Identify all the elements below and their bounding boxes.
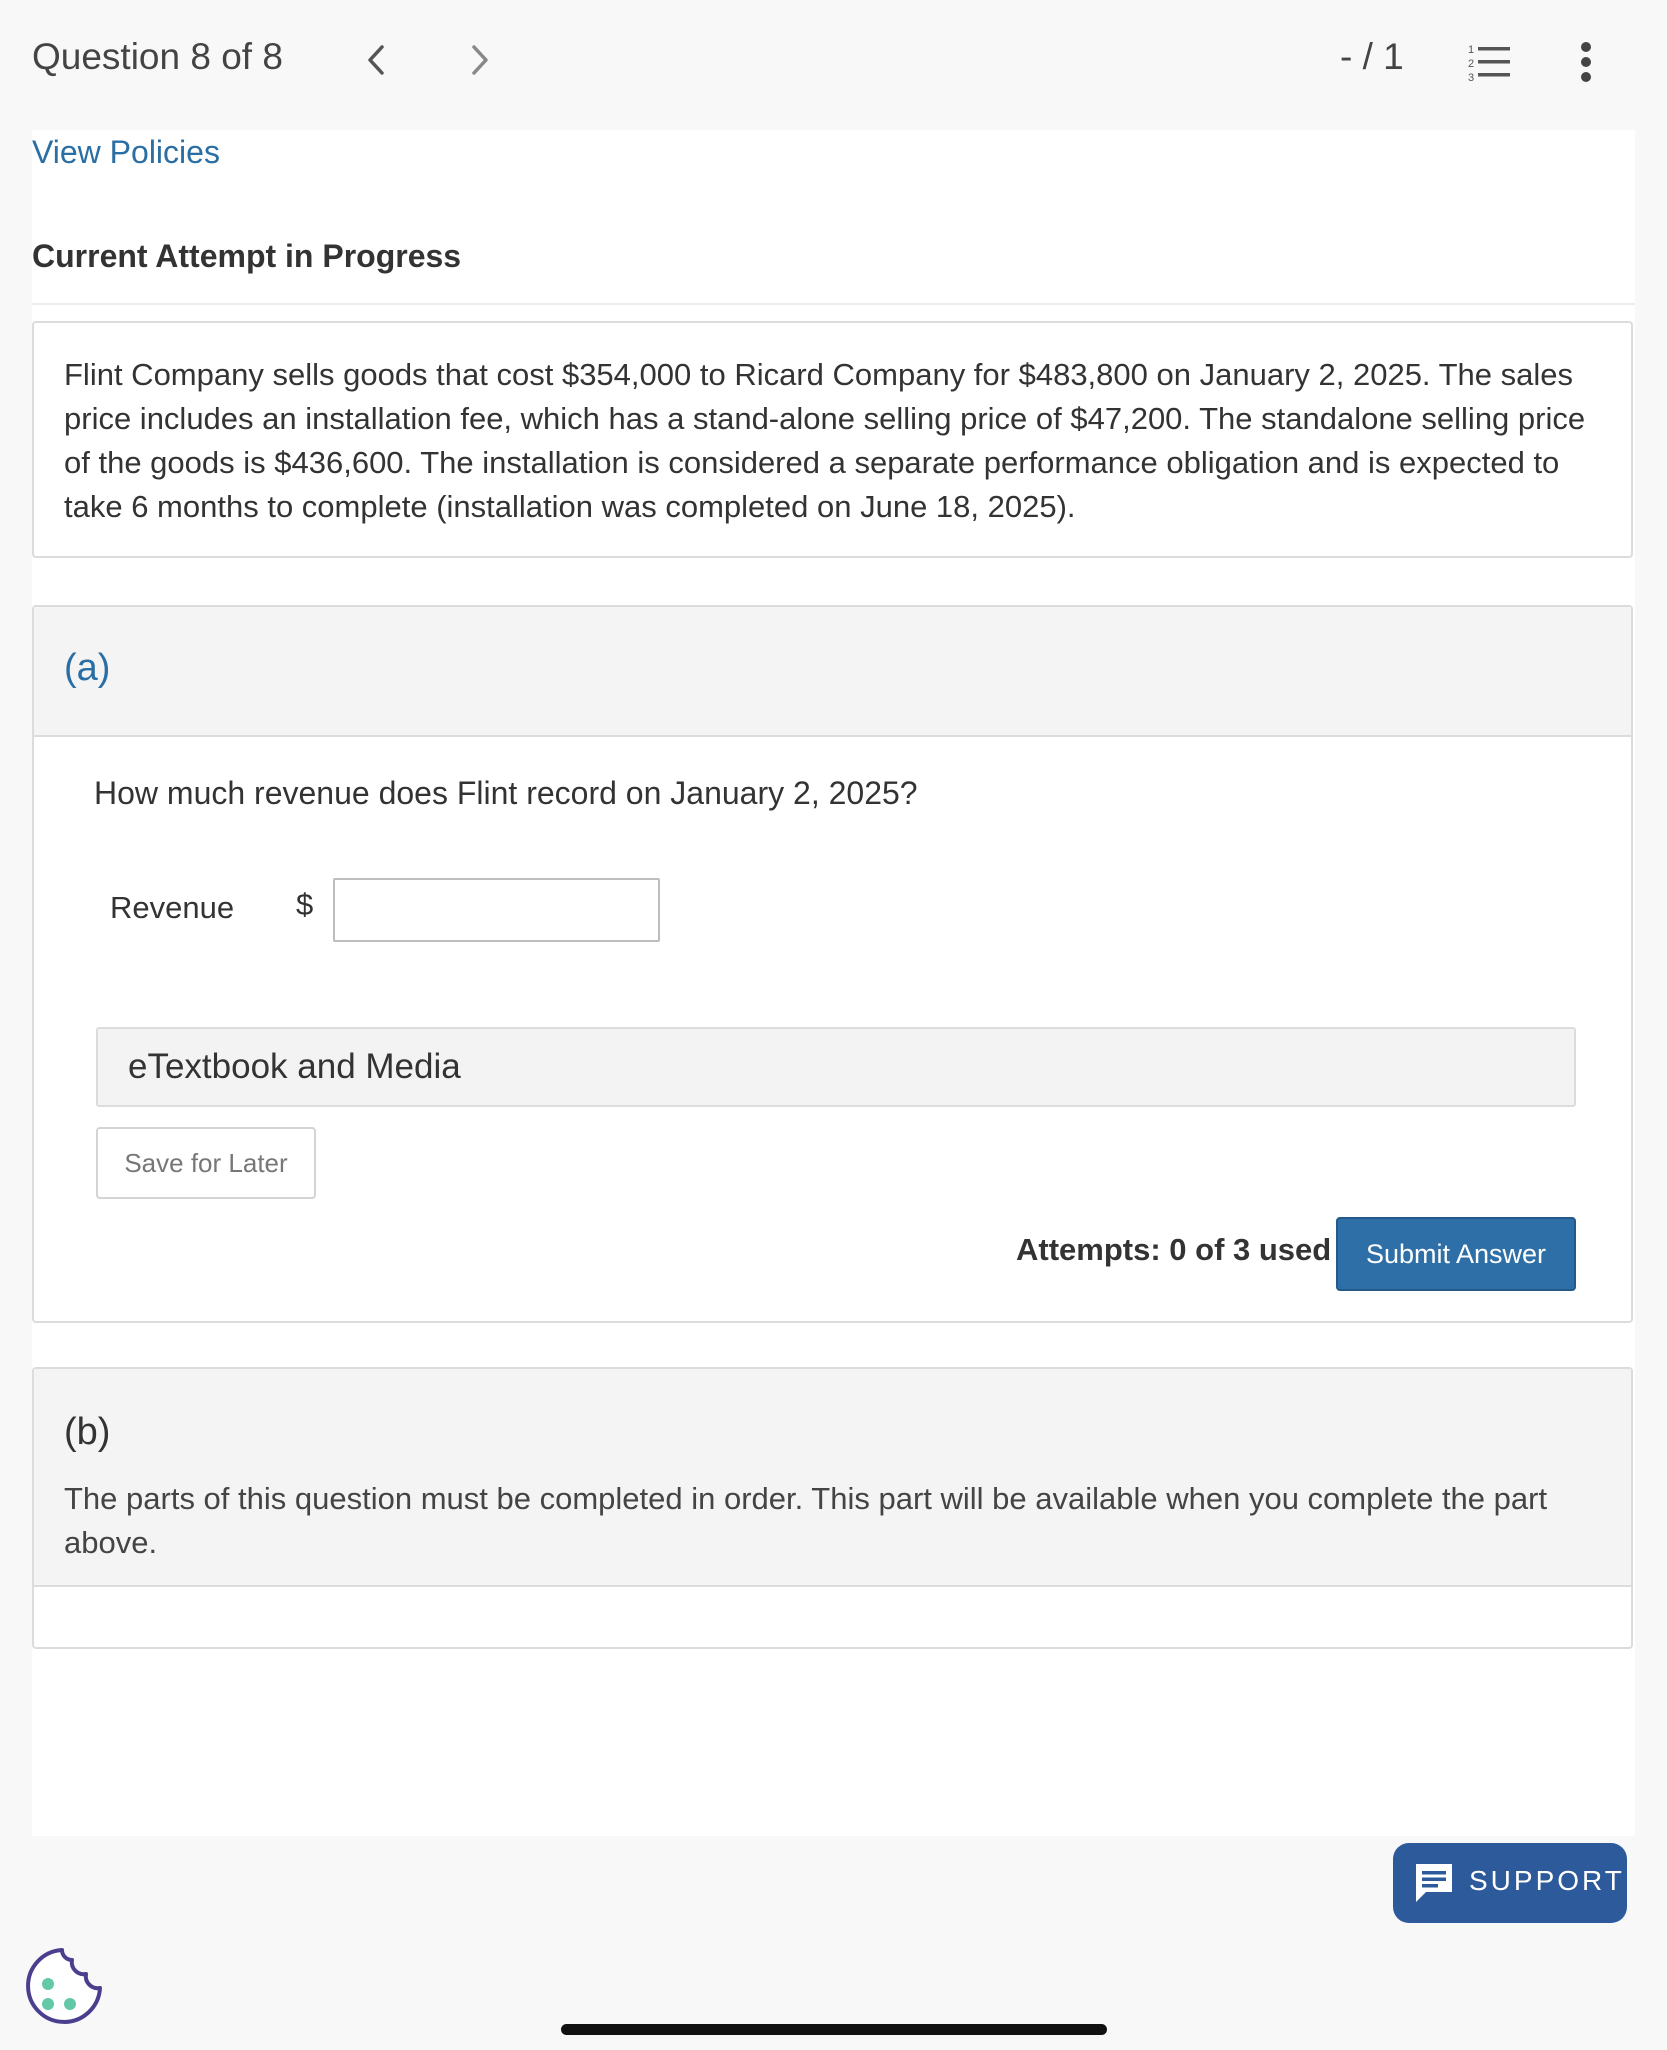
chat-icon (1413, 1861, 1455, 1905)
svg-text:3: 3 (1468, 72, 1475, 84)
svg-text:2: 2 (1468, 58, 1475, 70)
cookie-icon[interactable] (22, 1944, 106, 2028)
revenue-label: Revenue (110, 890, 235, 925)
problem-text: Flint Company sells goods that cost $354,000 to Ricard Company for $483,800 on January 2, 2025. The sales price includes an installation fee, which has a stand-alone selling price of $47,200. The standalone selling price of the goods is $436,600. The installation is considered a separate performance obligation and is expected to take 6 months to complete (installation was completed on June 18, 2025). (64, 357, 1586, 524)
revenue-input[interactable] (333, 878, 660, 942)
attempt-heading: Current Attempt in Progress (32, 238, 462, 274)
part-a-question: How much revenue does Flint record on January 2, 2025? (94, 775, 918, 811)
chevron-right-icon (468, 43, 492, 77)
attempts-counter: Attempts: 0 of 3 used (1016, 1232, 1332, 1267)
part-b-locked-message: The parts of this question must be completed in order. This part will be available when you complete the part above. (64, 1481, 1548, 1560)
etextbook-label: eTextbook and Media (128, 1047, 461, 1086)
numbered-list-icon[interactable] (1468, 40, 1512, 84)
previous-question-button[interactable] (356, 40, 396, 80)
part-a-card (32, 605, 1633, 1323)
view-policies-link[interactable]: View Policies (32, 134, 220, 170)
vertical-ellipsis-icon[interactable] (1572, 40, 1600, 84)
question-counter: Question 8 of 8 (32, 36, 283, 77)
currency-symbol: $ (296, 887, 314, 922)
svg-text:1: 1 (1468, 44, 1475, 56)
part-b-card (32, 1367, 1633, 1649)
support-button[interactable] (1393, 1843, 1627, 1923)
part-a-label: (a) (64, 647, 111, 689)
part-b-label: (b) (64, 1411, 111, 1453)
problem-statement-box (32, 321, 1633, 558)
chevron-left-icon (364, 43, 388, 77)
save-for-later-button[interactable]: Save for Later (96, 1127, 316, 1199)
top-bar (0, 0, 1667, 130)
divider (32, 303, 1635, 305)
part-a-header (34, 607, 1631, 737)
next-question-button[interactable] (460, 40, 500, 80)
etextbook-media-toggle[interactable] (96, 1027, 1576, 1107)
submit-answer-button[interactable]: Submit Answer (1336, 1217, 1576, 1291)
part-b-header (34, 1369, 1631, 1587)
home-indicator (561, 2024, 1107, 2035)
question-score: - / 1 (1340, 36, 1404, 77)
support-label: SUPPORT (1469, 1865, 1625, 1896)
